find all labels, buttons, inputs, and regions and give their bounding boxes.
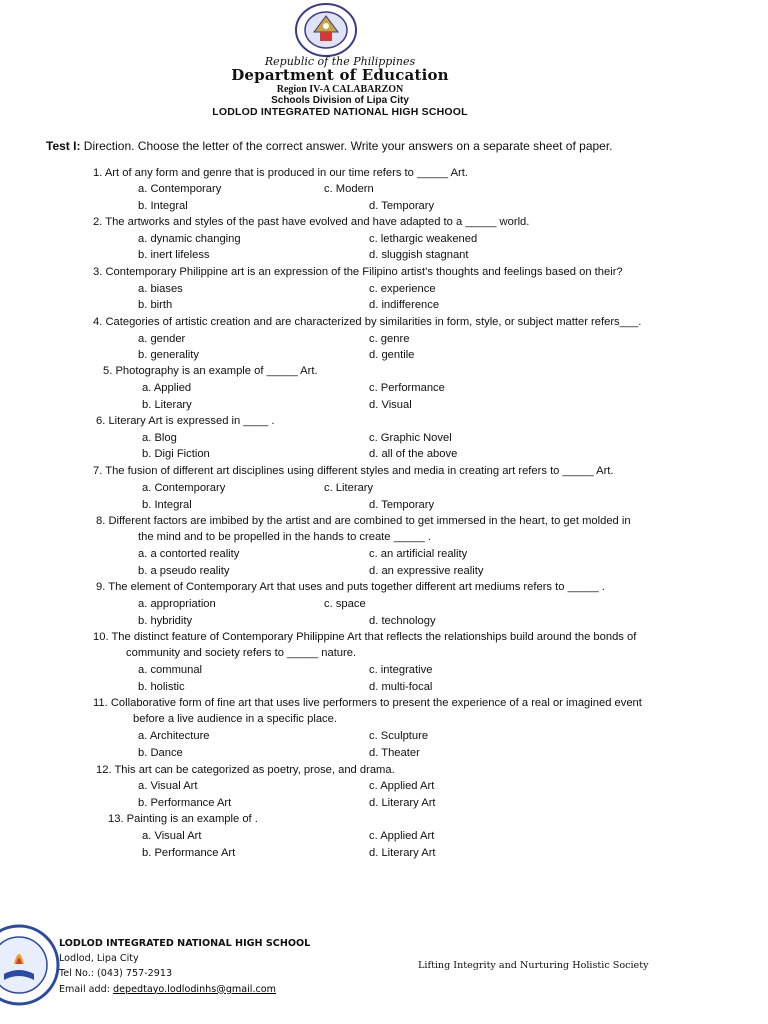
question-5-option-b: b. Literary xyxy=(142,399,192,411)
question-2-option-c: c. lethargic weakened xyxy=(369,233,478,245)
question-9-text: 9. The element of Contemporary Art that uses and puts together different art mediums refers to _____ . xyxy=(96,581,605,593)
question-8-option-d: d. an expressive reality xyxy=(369,565,484,577)
question-2-option-b: b. inert lifeless xyxy=(138,249,210,261)
question-4-text: 4. Categories of artistic creation and are characterized by similarities in form, style, or subject matter refers___. xyxy=(93,316,642,328)
republic-title: Republic of the Philippines xyxy=(264,55,416,68)
question-13-option-c: c. Applied Art xyxy=(369,830,435,842)
question-8-option-a: a. a contorted reality xyxy=(138,548,240,560)
question-3-option-b: b. birth xyxy=(138,299,173,311)
deped-seal-logo xyxy=(294,2,358,58)
footer-school-name: LODLOD INTEGRATED NATIONAL HIGH SCHOOL xyxy=(59,938,311,949)
question-6-option-d: d. all of the above xyxy=(369,448,458,460)
question-13-option-d: d. Literary Art xyxy=(369,847,436,859)
question-10-option-a: a. communal xyxy=(138,664,203,676)
division-title: Schools Division of Lipa City xyxy=(271,95,409,106)
question-10-text: 10. The distinct feature of Contemporary Philippine Art that reflects the relationships build around the bonds of xyxy=(93,631,637,643)
question-2-text: 2. The artworks and styles of the past have evolved and have adapted to a _____ world. xyxy=(93,216,530,228)
question-12-option-a: a. Visual Art xyxy=(138,780,198,792)
school-logo xyxy=(0,924,60,1006)
question-3-option-c: c. experience xyxy=(369,283,436,295)
question-5-text: 5. Photography is an example of _____ Art. xyxy=(103,365,318,377)
question-11-text-cont: before a live audience in a specific place. xyxy=(133,713,337,725)
question-8-option-b: b. a pseudo reality xyxy=(138,565,230,577)
question-7-option-b: b. Integral xyxy=(142,499,192,511)
region-title: Region IV-A CALABARZON xyxy=(276,84,404,95)
question-9-option-c: c. space xyxy=(324,598,366,610)
footer-email-label: Email add: xyxy=(59,983,114,995)
question-11-option-b: b. Dance xyxy=(138,747,183,759)
question-3-option-a: a. biases xyxy=(138,283,183,295)
question-9-option-d: d. technology xyxy=(369,615,436,627)
question-3-option-d: d. indifference xyxy=(369,299,440,311)
question-5-option-a: a. Applied xyxy=(142,382,192,394)
school-title: LODLOD INTEGRATED NATIONAL HIGH SCHOOL xyxy=(212,106,468,118)
question-4-option-b: b. generality xyxy=(138,349,199,361)
test-direction xyxy=(46,139,613,153)
question-12-text: 12. This art can be categorized as poetry, prose, and drama. xyxy=(96,764,395,776)
question-1-option-b: b. Integral xyxy=(138,200,188,212)
question-13-option-b: b. Performance Art xyxy=(142,847,236,859)
question-12-option-b: b. Performance Art xyxy=(138,797,232,809)
question-11-option-c: c. Sculpture xyxy=(369,730,429,742)
question-4-option-d: d. gentile xyxy=(369,349,415,361)
question-10-option-b: b. holistic xyxy=(138,681,185,693)
question-8-text-cont: the mind and to be propelled in the hands to create _____ . xyxy=(138,531,431,543)
question-9-option-b: b. hybridity xyxy=(138,615,193,627)
question-11-option-d: d. Theater xyxy=(369,747,420,759)
question-12-option-c: c. Applied Art xyxy=(369,780,435,792)
question-5-option-c: c. Performance xyxy=(369,382,445,394)
question-8-option-c: c. an artificial reality xyxy=(369,548,468,560)
school-motto: Lifting Integrity and Nurturing Holistic Society xyxy=(418,960,649,971)
question-10-option-c: c. integrative xyxy=(369,664,433,676)
question-8-text: 8. Different factors are imbibed by the artist and are combined to get immersed in the heart, to get molded in xyxy=(96,515,631,527)
question-9-option-a: a. appropriation xyxy=(138,598,216,610)
question-10-text-cont: community and society refers to _____ nature. xyxy=(126,647,357,659)
question-6-option-c: c. Graphic Novel xyxy=(369,432,452,444)
question-1-option-c: c. Modern xyxy=(324,183,374,195)
question-7-option-a: a. Contemporary xyxy=(142,482,226,494)
question-1-text: 1. Art of any form and genre that is produced in our time refers to _____ Art. xyxy=(93,167,468,179)
question-2-option-d: d. sluggish stagnant xyxy=(369,249,469,261)
question-7-option-c: c. Literary xyxy=(324,482,374,494)
footer-address: Lodlod, Lipa City xyxy=(59,953,139,965)
question-2-option-a: a. dynamic changing xyxy=(138,233,241,245)
question-5-option-d: d. Visual xyxy=(369,399,412,411)
question-7-text: 7. The fusion of different art disciplines using different styles and media in creating art refers to _____ Art. xyxy=(93,465,614,477)
question-12-option-d: d. Literary Art xyxy=(369,797,436,809)
footer-contact xyxy=(59,936,310,997)
question-11-text: 11. Collaborative form of fine art that uses live performers to present the experience of a real or imagined event xyxy=(93,697,642,709)
question-6-text: 6. Literary Art is expressed in ____ . xyxy=(96,415,275,427)
question-10-option-d: d. multi-focal xyxy=(369,681,433,693)
question-11-option-a: a. Architecture xyxy=(138,730,210,742)
footer-tel: Tel No.: (043) 757-2913 xyxy=(59,968,173,980)
question-1-option-a: a. Contemporary xyxy=(138,183,222,195)
footer-email-line xyxy=(59,982,310,997)
question-4-option-c: c. genre xyxy=(369,333,410,345)
question-4-option-a: a. gender xyxy=(138,333,186,345)
question-1-option-d: d. Temporary xyxy=(369,200,435,212)
question-13-option-a: a. Visual Art xyxy=(142,830,202,842)
question-13-text: 13. Painting is an example of . xyxy=(108,813,258,825)
question-6-option-a: a. Blog xyxy=(142,432,177,444)
direction-text: Direction. Choose the letter of the correct answer. Write your answers on a separate sheet of paper. xyxy=(80,139,613,153)
question-3-text: 3. Contemporary Philippine art is an expression of the Filipino artist’s thoughts and feelings based on their? xyxy=(93,266,623,278)
department-title: Department of Education xyxy=(231,66,449,84)
footer-email-link[interactable]: depedtayo.lodlodinhs@gmail.com xyxy=(113,983,277,995)
question-7-option-d: d. Temporary xyxy=(369,499,435,511)
question-6-option-b: b. Digi Fiction xyxy=(142,448,210,460)
test-label: Test I: xyxy=(46,139,81,153)
